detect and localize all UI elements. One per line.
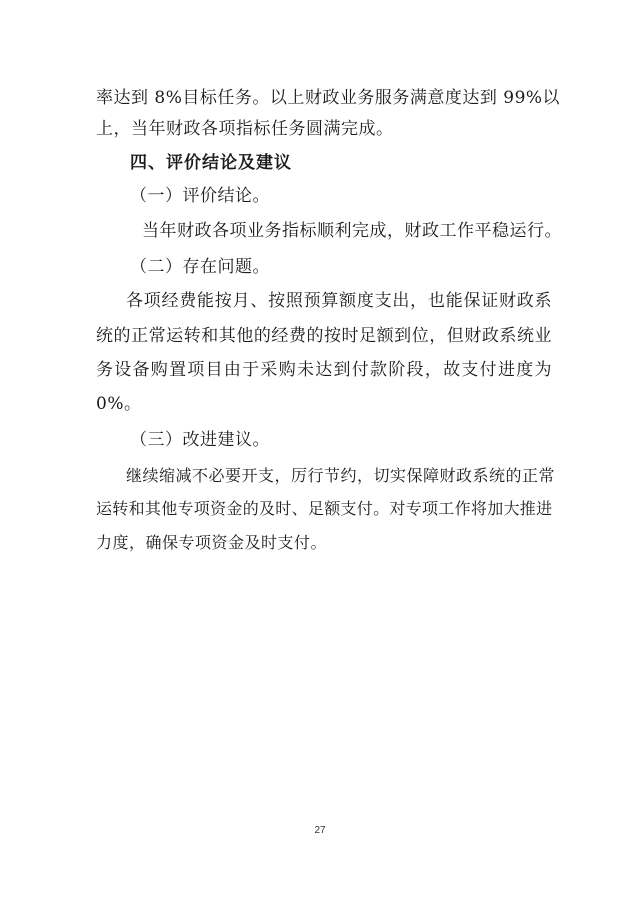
section-heading: 四、评价结论及建议 <box>130 153 292 173</box>
subsection-heading: （三）改进建议。 <box>130 430 270 450</box>
paragraph-line: 0%。 <box>96 394 142 414</box>
paragraph-line: 统的正常运转和其他的经费的按时足额到位，但财政系统业 <box>96 326 552 346</box>
paragraph-line: 务设备购置项目由于采购未达到付款阶段，故支付进度为 <box>96 360 552 380</box>
paragraph-line: 运转和其他专项资金的及时、足额支付。对专项工作将加大推进 <box>96 499 553 518</box>
page-number: 27 <box>314 825 326 836</box>
paragraph-line: 率达到 8%目标任务。以上财政业务服务满意度达到 99%以 <box>96 88 561 108</box>
paragraph-line: 各项经费能按月、按照预算额度支出，也能保证财政系 <box>126 291 552 311</box>
paragraph-line: 力度，确保专项资金及时支付。 <box>96 533 328 552</box>
paragraph-line: 上，当年财政各项指标任务圆满完成。 <box>96 119 394 139</box>
paragraph-line: 当年财政各项业务指标顺利完成，财政工作平稳运行。 <box>142 221 562 241</box>
subsection-heading: （二）存在问题。 <box>130 257 270 277</box>
subsection-heading: （一）评价结论。 <box>130 186 270 206</box>
paragraph-line: 继续缩减不必要开支，厉行节约，切实保障财政系统的正常 <box>126 466 556 485</box>
